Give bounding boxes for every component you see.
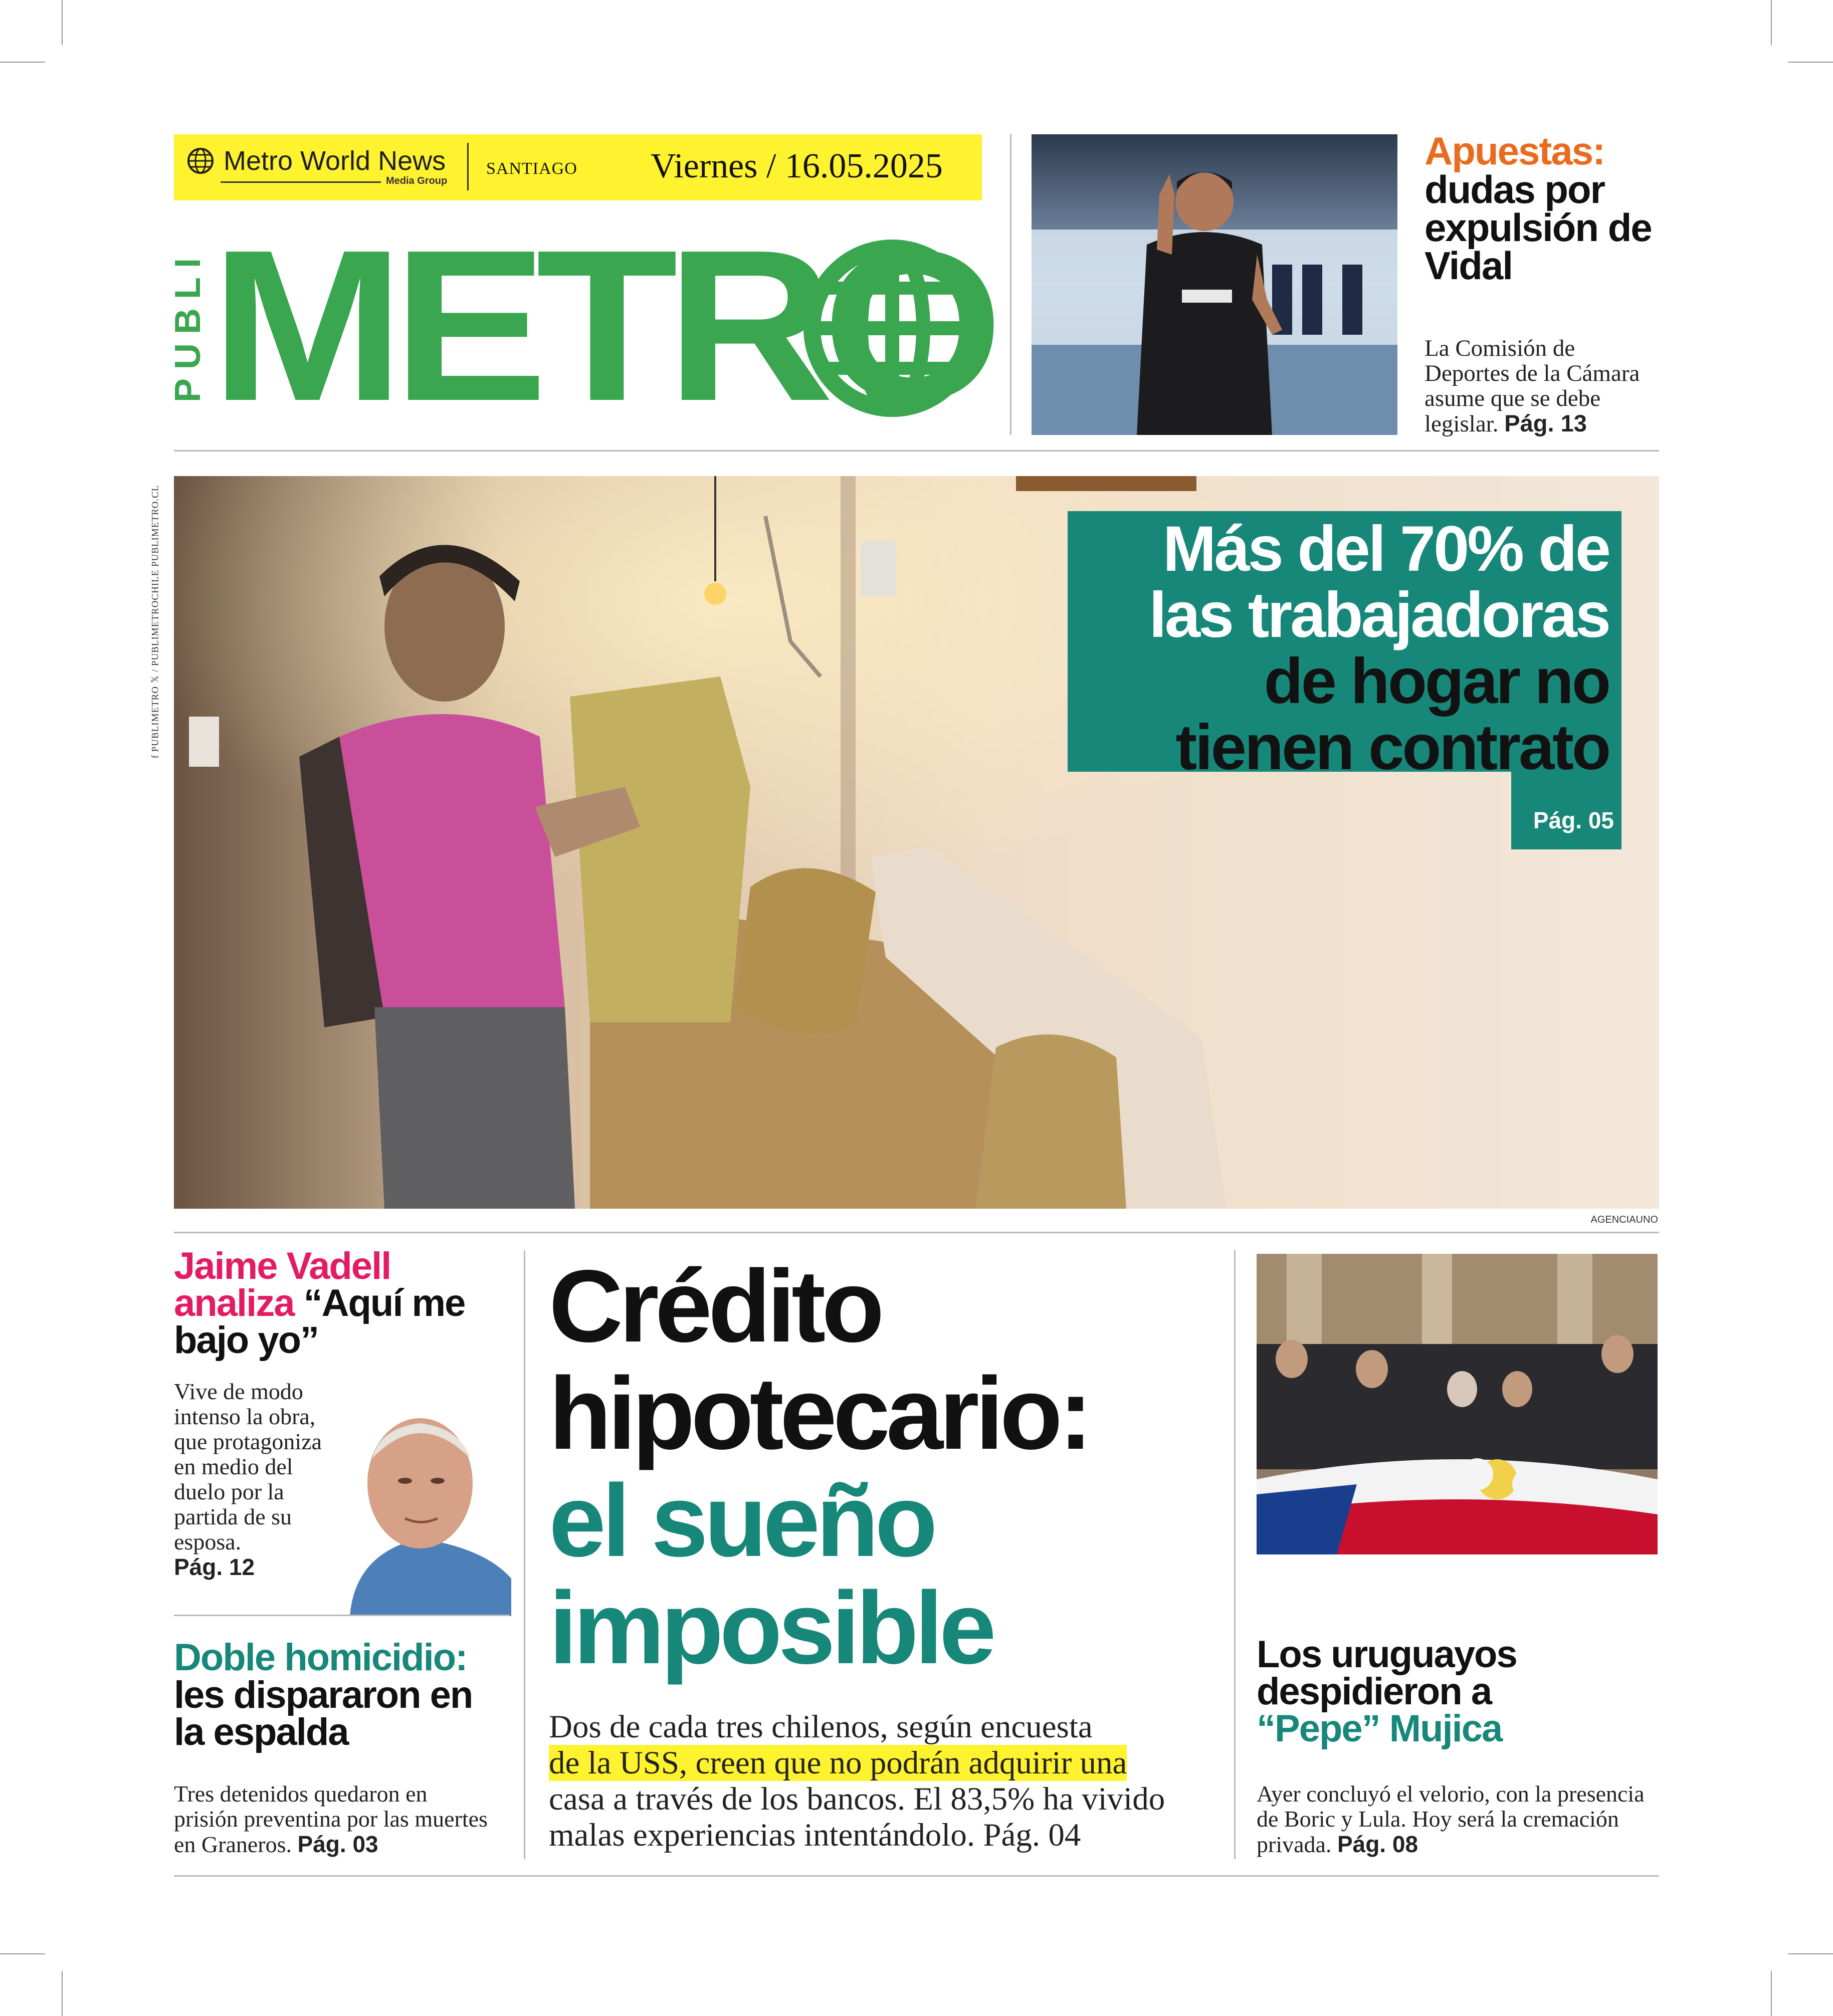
photo-credit: AGENCIAUNO bbox=[1590, 1214, 1658, 1225]
main-headline[interactable]: Crédito hipotecario: el sueño imposible bbox=[549, 1249, 1089, 1685]
edition-city: SANTIAGO bbox=[486, 159, 577, 178]
vadell-headline[interactable]: Jaime Vadell analiza “Aquí me bajo yo” bbox=[174, 1245, 465, 1362]
homicide-headline[interactable]: les dispararon en la espalda bbox=[174, 1674, 473, 1753]
page-ref[interactable]: Pág. 08 bbox=[1337, 1831, 1418, 1857]
crop-mark bbox=[0, 62, 45, 63]
mujica-wake-photo[interactable] bbox=[1257, 1254, 1658, 1554]
network-sub: Media Group bbox=[386, 175, 448, 186]
crop-mark bbox=[62, 1971, 63, 2016]
divider bbox=[221, 181, 381, 183]
page-ref[interactable]: Pág. 13 bbox=[1504, 410, 1587, 436]
social-handles: f PUBLIMETRO 𝕏 / PUBLIMETROCHILE PUBLIMETRO.CL bbox=[150, 485, 161, 758]
divider bbox=[467, 143, 469, 190]
network-brand bbox=[186, 145, 446, 176]
main-deck: Dos de cada tres chilenos, según encuesta de la USS, creen que no podrán adquirir una casa a través de los bancos. El 83,5% ha vivido malas experiencias intentándolo. Pág. 04 bbox=[549, 1709, 1165, 1853]
mujica-headline[interactable]: Los uruguayos despidieron a “Pepe” Mujica bbox=[1257, 1633, 1517, 1750]
crop-mark bbox=[62, 0, 63, 45]
page-ref[interactable]: Pág. 12 bbox=[174, 1554, 255, 1580]
top-story-kicker: Apuestas: bbox=[1424, 129, 1605, 173]
top-story-headline[interactable]: dudas por expulsión de Vidal bbox=[1424, 167, 1652, 288]
mujica-body: Ayer concluyó el velorio, con la presencia de Boric y Lula. Hoy será la cremación privada. Pág. 08 bbox=[1257, 1781, 1645, 1857]
logo-wordmark: METRO bbox=[211, 205, 992, 446]
highlighted-text: de la USS, creen que no podrán adquirir una bbox=[549, 1745, 1127, 1781]
divider bbox=[1234, 1250, 1236, 1859]
hero-headline[interactable]: Más del 70% de las trabajadoras de hogar no tienen contrato bbox=[1149, 513, 1609, 783]
hero-page-ref[interactable]: Pág. 05 bbox=[1533, 807, 1614, 833]
vadell-photo[interactable] bbox=[335, 1388, 511, 1616]
edition-date: Viernes / 16.05.2025 bbox=[651, 147, 943, 185]
divider bbox=[524, 1250, 525, 1859]
network-name: Metro World News bbox=[224, 146, 446, 176]
homicide-body: Tres detenidos quedaron en prisión preventina por las muertes en Graneros. Pág. 03 bbox=[174, 1781, 488, 1857]
crop-mark bbox=[1788, 62, 1833, 63]
crop-mark bbox=[0, 1953, 45, 1954]
globe-icon bbox=[186, 147, 215, 175]
crop-mark bbox=[1771, 0, 1772, 45]
page-ref[interactable]: Pág. 03 bbox=[297, 1831, 378, 1857]
divider bbox=[174, 1232, 1659, 1233]
divider bbox=[174, 1615, 510, 1616]
vadell-body: Vive de modo intenso la obra, que protagoniza en medio del duelo por la partida de su esposa. Pág. 12 bbox=[174, 1379, 322, 1580]
top-story-body: La Comisión de Deportes de la Cámara asume que se debe legislar. Pág. 13 bbox=[1424, 335, 1640, 437]
crop-mark bbox=[1771, 1971, 1772, 2016]
logo-prefix: PUBLI bbox=[167, 249, 208, 402]
homicide-kicker: Doble homicidio: bbox=[174, 1636, 467, 1679]
divider bbox=[174, 450, 1659, 452]
divider bbox=[1010, 134, 1011, 435]
crop-mark bbox=[1788, 1953, 1833, 1954]
globe-logo-icon bbox=[802, 238, 982, 418]
vidal-photo[interactable] bbox=[1032, 134, 1397, 435]
divider bbox=[174, 1875, 1659, 1877]
